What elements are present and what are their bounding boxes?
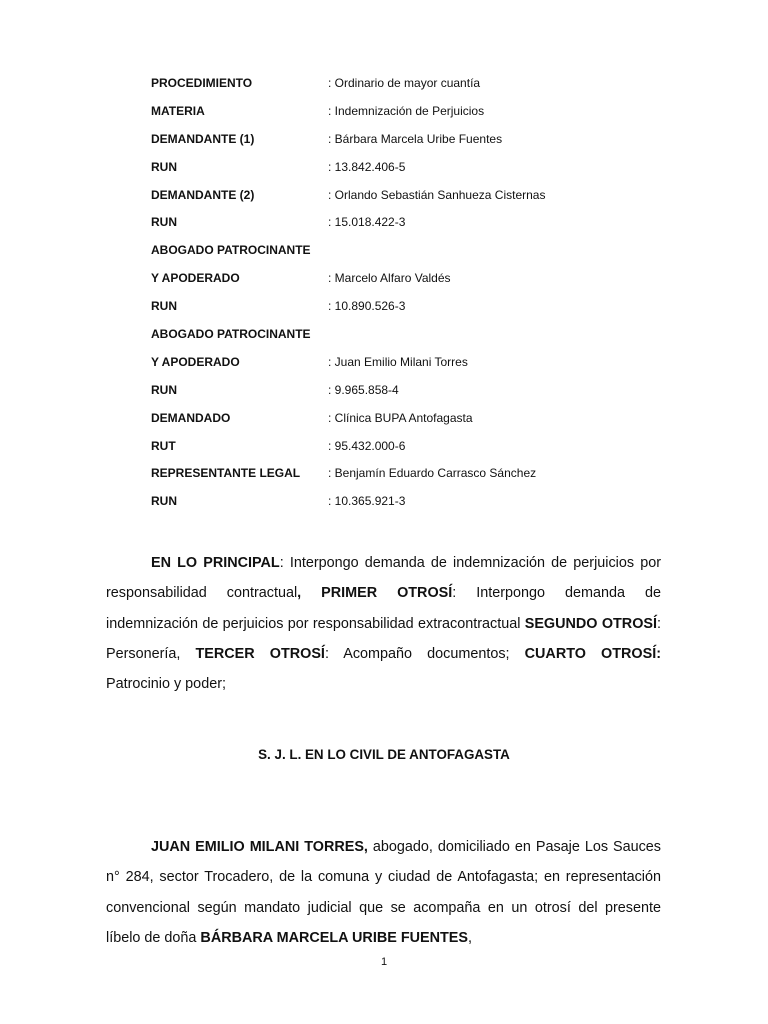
header-label: REPRESENTANTE LEGAL xyxy=(151,466,301,481)
page-number: 1 xyxy=(380,956,388,968)
header-label: DEMANDANTE (2) xyxy=(151,187,255,202)
header-value: : Ordinario de mayor cuantía xyxy=(328,76,481,90)
header-label: PROCEDIMIENTO xyxy=(151,76,253,90)
header-value: : 13.842.406-5 xyxy=(328,159,406,174)
body-text: abogado, domiciliado en Pasaje Los Sauces n° 284, sector Trocadero, de la comuna y ciudad de Antofagasta; en representación convencional según mandato judicial que se acompaña en un otrosí del presente líbelo de doña xyxy=(106,839,661,946)
header-label: ABOGADO PATROCINANTE xyxy=(151,327,311,342)
header-label: RUN xyxy=(151,159,177,174)
header-label: RUT xyxy=(151,438,176,453)
summary-text: : Interpongo demanda de indemnización de perjuicios por responsabilidad contractual xyxy=(106,555,661,602)
body-bold: JUAN EMILIO MILANI TORRES, xyxy=(151,839,368,855)
header-value: : 10.365.921-3 xyxy=(328,494,406,509)
header-label: RUN xyxy=(151,382,177,397)
summary-text: : Interpongo demanda de indemnización de perjuicios por responsabilidad extracontractual xyxy=(106,585,661,632)
summary-paragraph xyxy=(106,548,661,699)
summary-bold: EN LO PRINCIPAL xyxy=(151,555,280,571)
summary-bold: , PRIMER OTROSÍ xyxy=(297,585,453,602)
body-text: , xyxy=(467,929,472,946)
header-value: : Indemnización de Perjuicios xyxy=(328,103,485,118)
summary-bold: SEGUNDO OTROSÍ xyxy=(524,615,657,632)
header-label: RUN xyxy=(151,299,177,314)
header-value: : 9.965.858-4 xyxy=(328,382,399,397)
header-value: : Benjamín Eduardo Carrasco Sánchez xyxy=(328,466,537,481)
header-label: ABOGADO PATROCINANTE xyxy=(151,243,311,258)
summary-text: Patrocinio y poder; xyxy=(106,676,226,693)
body-bold: BÁRBARA MARCELA URIBE FUENTES xyxy=(200,929,468,946)
header-label: RUN xyxy=(151,215,177,230)
header-value: : Orlando Sebastián Sanhueza Cisternas xyxy=(328,187,546,202)
summary-bold: TERCER OTROSÍ xyxy=(195,645,325,662)
header-label: Y APODERADO xyxy=(151,271,240,286)
header-value: : Clínica BUPA Antofagasta xyxy=(328,410,473,425)
summary-text: : Personería, xyxy=(106,615,661,662)
header-label: DEMANDADO xyxy=(151,410,231,425)
header-value: : 10.890.526-3 xyxy=(328,299,406,314)
header-value: : Marcelo Alfaro Valdés xyxy=(328,271,451,286)
header-label: DEMANDANTE (1) xyxy=(151,131,255,146)
header-label: Y APODERADO xyxy=(151,354,240,369)
court-heading: S. J. L. EN LO CIVIL DE ANTOFAGASTA xyxy=(258,747,510,762)
summary-bold: CUARTO OTROSÍ: xyxy=(524,645,661,662)
header-value: : Juan Emilio Milani Torres xyxy=(328,354,468,369)
summary-text: : Acompaño documentos; xyxy=(324,645,525,662)
header-value: : Bárbara Marcela Uribe Fuentes xyxy=(328,131,503,146)
body-paragraph xyxy=(106,832,661,953)
header-label: MATERIA xyxy=(151,103,205,118)
header-value: : 15.018.422-3 xyxy=(328,215,406,230)
header-label: RUN xyxy=(151,494,177,509)
header-value: : 95.432.000-6 xyxy=(328,438,406,453)
